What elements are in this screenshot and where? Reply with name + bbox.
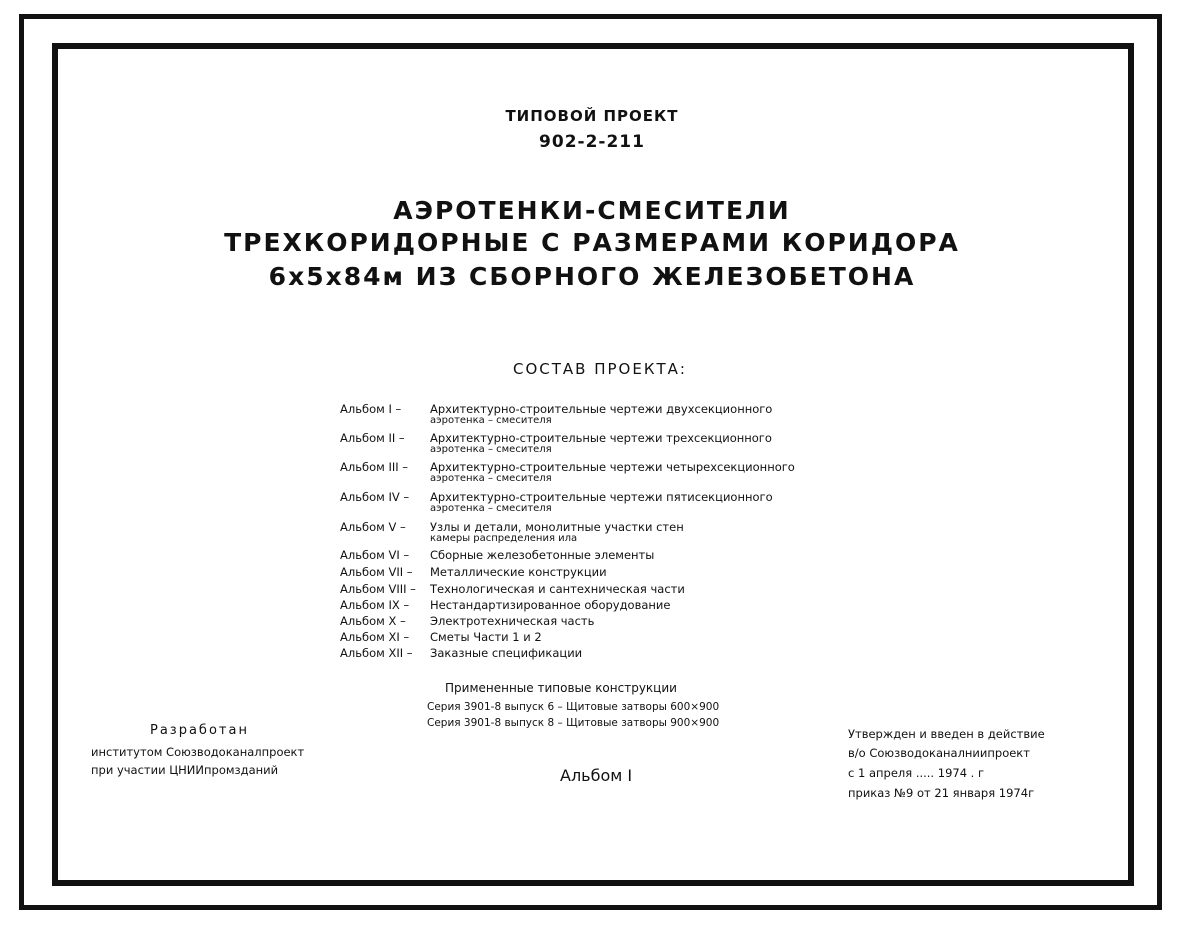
album-description: Нестандартизированное оборудование <box>430 598 671 612</box>
album-row <box>340 614 594 628</box>
album-description: Архитектурно-строительные чертежи четырехсекционного <box>430 460 795 474</box>
title-line-3: 6х5х84м ИЗ СБОРНОГО ЖЕЛЕЗОБЕТОНА <box>268 262 916 291</box>
album-row <box>340 646 582 660</box>
album-description: Сметы Части 1 и 2 <box>430 630 542 644</box>
album-number: Альбом VI – <box>340 548 410 562</box>
approved-line: приказ №9 от 21 января 1974г <box>848 786 1035 800</box>
album-row <box>340 565 607 579</box>
album-row <box>340 548 654 562</box>
album-description: Архитектурно-строительные чертежи трехсекционного <box>430 431 772 445</box>
album-number: Альбом III – <box>340 460 409 474</box>
album-description: Сборные железобетонные элементы <box>430 548 655 562</box>
album-number: Альбом X – <box>340 614 406 628</box>
album-row <box>340 582 685 596</box>
album-row <box>340 598 670 612</box>
album-number: Альбом I – <box>340 402 402 416</box>
series-line: Серия 3901-8 выпуск 6 – Щитовые затворы 600×900 <box>427 701 720 713</box>
album-description: Технологическая и сантехническая части <box>430 582 685 596</box>
album-number: Альбом XII – <box>340 646 413 660</box>
album-number: Альбом VIII – <box>340 582 416 596</box>
album-description: Электротехническая часть <box>430 614 595 628</box>
album-description-continued: камеры распределения ила <box>430 533 578 544</box>
developed-institute: институтом Союзводоканалпроект <box>91 745 305 759</box>
album-number: Альбом IV – <box>340 490 410 504</box>
album-row <box>340 431 772 455</box>
approved-line: с 1 апреля ..... 1974 . г <box>848 766 985 780</box>
project-number: 902-2-211 <box>539 132 645 152</box>
album-row <box>340 460 795 484</box>
approved-line: в/о Союзводоканалниипроект <box>848 746 1030 760</box>
album-number: Альбом II – <box>340 431 405 445</box>
developed-participant: при участии ЦНИИпромзданий <box>91 763 279 777</box>
album-description: Архитектурно-строительные чертежи двухсекционного <box>430 402 773 416</box>
album-description-continued: аэротенка – смесителя <box>430 503 552 514</box>
album-description: Узлы и детали, монолитные участки стен <box>430 520 684 534</box>
title-line-2: ТРЕХКОРИДОРНЫЕ С РАЗМЕРАМИ КОРИДОРА <box>224 228 960 257</box>
album-row <box>340 402 772 426</box>
album-number: Альбом IX – <box>340 598 410 612</box>
album-description-continued: аэротенка – смесителя <box>430 444 552 455</box>
album-row <box>340 630 542 644</box>
album-number: Альбом V – <box>340 520 406 534</box>
project-label: ТИПОВОЙ ПРОЕКТ <box>505 107 679 125</box>
album-description-continued: аэротенка – смесителя <box>430 415 552 426</box>
album-description: Металлические конструкции <box>430 565 607 579</box>
title-line-1: АЭРОТЕНКИ-СМЕСИТЕЛИ <box>393 196 791 225</box>
series-line: Серия 3901-8 выпуск 8 – Щитовые затворы 900×900 <box>427 717 720 729</box>
album-label: Альбом I <box>560 766 633 785</box>
approved-line: Утвержден и введен в действие <box>848 727 1045 741</box>
album-row <box>340 520 684 544</box>
album-number: Альбом VII – <box>340 565 413 579</box>
album-description: Заказные спецификации <box>430 646 583 660</box>
album-description-continued: аэротенка – смесителя <box>430 473 552 484</box>
album-description: Архитектурно-строительные чертежи пятисекционного <box>430 490 773 504</box>
album-row <box>340 490 773 514</box>
applied-constructions-heading: Примененные типовые конструкции <box>445 681 677 695</box>
composition-heading: СОСТАВ ПРОЕКТА: <box>513 360 687 378</box>
album-number: Альбом XI – <box>340 630 410 644</box>
developed-label: Разработан <box>150 723 249 738</box>
